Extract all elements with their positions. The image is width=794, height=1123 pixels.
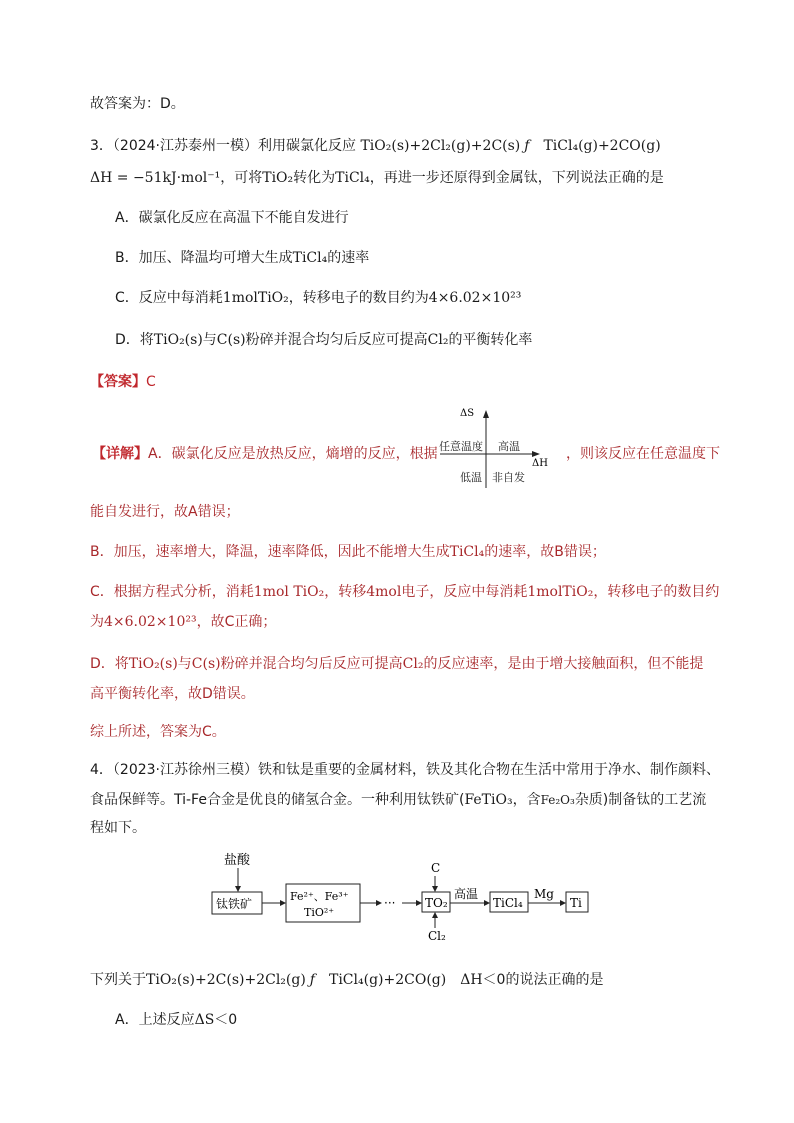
q4-stem-line1: [90, 760, 720, 780]
q3-option-a: A．碳氯化反应在高温下不能自发进行: [115, 210, 349, 226]
detail-c3: ，转移: [324, 584, 367, 600]
q4-line2-e: 杂质)制备钛的工艺流: [574, 792, 707, 808]
detail-c-formula2: 1molTiO₂: [527, 584, 594, 600]
option-c-mid: ，转移电子的数目约为: [288, 290, 429, 306]
q3-enthalpy: ΔH = −51kJ·mol⁻¹: [90, 170, 221, 186]
detail-label: 【详解】: [92, 446, 148, 462]
q4-reactants: TiO₂(s)+2C(s)+2Cl₂(g): [146, 972, 306, 988]
ions-to-dots-head: [376, 900, 382, 906]
q4-number: 4．: [90, 762, 113, 778]
detail-d-carbon: C(s): [191, 656, 221, 672]
q3-summary: 综上所述，答案为C。: [90, 724, 226, 740]
detail-b-formula: TiCl₄: [449, 544, 485, 560]
flow-condition: 高温: [454, 887, 479, 901]
detail-c1: C．根据方程式分析，消耗: [90, 584, 254, 600]
flow-carbon-input: C: [431, 861, 441, 875]
q3-number: 3．: [90, 138, 113, 154]
q3-detail-a3: 能自发进行，故A错误；: [90, 504, 240, 520]
option-d-text: D．将: [115, 332, 154, 348]
flow-ti-label: Ti: [570, 896, 582, 910]
option-b-formula: TiCl₄: [292, 250, 328, 266]
quadrant-lower-right: 非自发: [492, 471, 525, 484]
q3-stem-b: ，可将: [220, 170, 263, 186]
q4-option-a-tail: ＜0: [214, 1012, 238, 1028]
option-d-tio2: TiO₂(s): [153, 332, 203, 348]
q3-option-b: [115, 248, 369, 268]
detail-d1: D．将: [90, 656, 129, 672]
detail-c-number: 4×6.02×10²³: [104, 614, 197, 630]
q3-stem-c: 转化为: [293, 170, 336, 186]
q3-detail-line1: [92, 444, 438, 464]
flow-mg-label: Mg: [534, 887, 554, 901]
q3-detail-a2: ，则该反应在任意温度下: [566, 446, 720, 462]
option-c-number: 4×6.02×10²³: [428, 290, 522, 306]
option-b-text: B．加压、降温均可增大生成: [115, 250, 293, 266]
detail-c-4mol: 4mol: [366, 584, 402, 600]
q4-line2-a: 食品保鲜等。Ti-Fe合金是优良的储氢合金。一种利用钛铁矿(: [90, 792, 465, 808]
detail-b1: B．加压，速率增大，降温，速率降低，因此不能增大生成: [90, 544, 450, 560]
q3-stem-d: ，再进一步还原得到金属钛，下列说法正确的是: [369, 170, 664, 186]
detail-d-cl2: Cl₂: [402, 656, 424, 672]
detail-c8: 为: [90, 614, 104, 630]
carbon-arrow-head: [432, 886, 438, 892]
q3-reactants: TiO₂(s)+2Cl₂(g)+2C(s): [360, 138, 521, 154]
q4-products: TiCl₄(g)+2CO(g): [328, 972, 447, 988]
q3-answer: [90, 372, 156, 392]
option-b-tail: 的速率: [327, 250, 370, 266]
detail-d3: 与: [177, 656, 192, 672]
q3-tio2: TiO₂: [262, 170, 294, 186]
q3-source: （2024·江苏泰州一模）: [112, 138, 259, 154]
flow-ions-line2: TiO²⁺: [304, 906, 335, 919]
detail-d7: 的反应速率，是由于增大接触面积，但不能提: [423, 656, 704, 672]
x-axis-label: ΔH: [532, 458, 548, 469]
process-flow-diagram: [200, 852, 600, 944]
dots-to-tio2-head: [416, 900, 422, 906]
previous-answer: 故答案为：D。: [90, 96, 185, 112]
detail-c-formula1: 1mol TiO₂: [253, 584, 325, 600]
quadrant-lower-left: 低温: [460, 471, 482, 484]
detail-d-tio2: TiO₂(s): [128, 656, 178, 672]
detail-c10: ，故C正确；: [196, 614, 277, 630]
q3-detail-d-line2: 高平衡转化率，故D错误。: [90, 686, 255, 702]
q3-option-d: [115, 330, 532, 350]
q4-fetio3: FeTiO₃: [464, 792, 513, 808]
q3-stem-text: 利用碳氯化反应: [258, 138, 357, 154]
quadrant-upper-left: 任意温度: [439, 440, 483, 453]
q3-ticl4: TiCl₄: [335, 170, 370, 186]
q4-question: [90, 970, 603, 990]
flow-tio2-label: TO₂: [425, 896, 448, 910]
q3-detail-c-line1: [90, 582, 719, 602]
q3-stem-line1: [90, 136, 661, 156]
quadrant-diagram: [438, 408, 558, 490]
q3-option-c: [115, 288, 521, 308]
tio2-to-ticl4-head: [484, 900, 490, 906]
q3-products: TiCl₄(g)+2CO(g): [543, 138, 661, 154]
flow-cl2-input: Cl₂: [428, 929, 446, 943]
x-axis-arrow: [532, 451, 540, 457]
detail-c5: 电子，反应中每消耗: [401, 584, 528, 600]
answer-value: C: [146, 374, 156, 390]
equilibrium-arrow-glyph: ƒ: [524, 138, 530, 154]
acid-arrow-head: [235, 886, 241, 892]
q4-stem-line2: [90, 790, 706, 810]
flow-acid-label: 盐酸: [224, 853, 251, 868]
y-axis-arrow: [483, 410, 489, 418]
q4-question-b: ＜0的说法正确的是: [482, 972, 604, 988]
q3-detail-d-line1: [90, 654, 703, 674]
option-d-mid: 粉碎并混合均匀后反应可提高: [245, 332, 428, 348]
q3-stem-line2: [90, 168, 664, 188]
q4-dh: ΔH: [460, 972, 483, 988]
q4-fe2o3: Fe₂O₃: [540, 793, 575, 807]
flow-ore-label: 钛铁矿: [216, 897, 253, 911]
flow-ions-line1: Fe²⁺、Fe³⁺: [290, 890, 349, 903]
q4-line2-c: ，含: [512, 792, 541, 808]
q4-line1: 铁和钛是重要的金属材料，铁及其化合物在生活中常用于净水、制作颜料、: [258, 762, 721, 778]
option-d-tail: 的平衡转化率: [448, 332, 533, 348]
detail-a1: A．碳氯化反应是放热反应，熵增的反应，根据: [148, 446, 438, 462]
q4-equilibrium-arrow-glyph: ƒ: [309, 972, 315, 988]
option-d-and: 与: [202, 332, 217, 348]
quadrant-upper-right: 高温: [498, 440, 520, 453]
q3-detail-c-line2: [90, 612, 276, 632]
q3-detail-b: [90, 542, 606, 562]
q4-option-a-ds: ΔS: [194, 1012, 215, 1028]
option-d-cl2: Cl₂: [427, 332, 449, 348]
y-axis-label: ΔS: [460, 408, 475, 419]
detail-b3: 的速率，故B错误；: [484, 544, 606, 560]
q4-stem-line3: 程如下。: [90, 820, 146, 836]
detail-d5: 粉碎并混合均匀后反应可提高: [220, 656, 403, 672]
flow-ticl4-label: TiCl₄: [493, 896, 523, 910]
option-c-text: C．反应中每消耗: [115, 290, 223, 306]
option-d-carbon: C(s): [216, 332, 246, 348]
detail-c7: ，转移电子的数目约: [593, 584, 720, 600]
cl2-arrow-head: [432, 912, 438, 918]
flow-dots: ···: [384, 896, 396, 910]
ticl4-to-ti-head: [560, 900, 566, 906]
q4-option-a: [115, 1010, 237, 1030]
q4-source: （2023·江苏徐州三模）: [112, 762, 259, 778]
option-c-formula: 1molTiO₂: [222, 290, 289, 306]
ore-to-ions-head: [280, 900, 286, 906]
answer-label: 【答案】: [90, 374, 146, 390]
q4-option-a-text: A．上述反应: [115, 1012, 195, 1028]
q4-question-a: 下列关于: [90, 972, 146, 988]
